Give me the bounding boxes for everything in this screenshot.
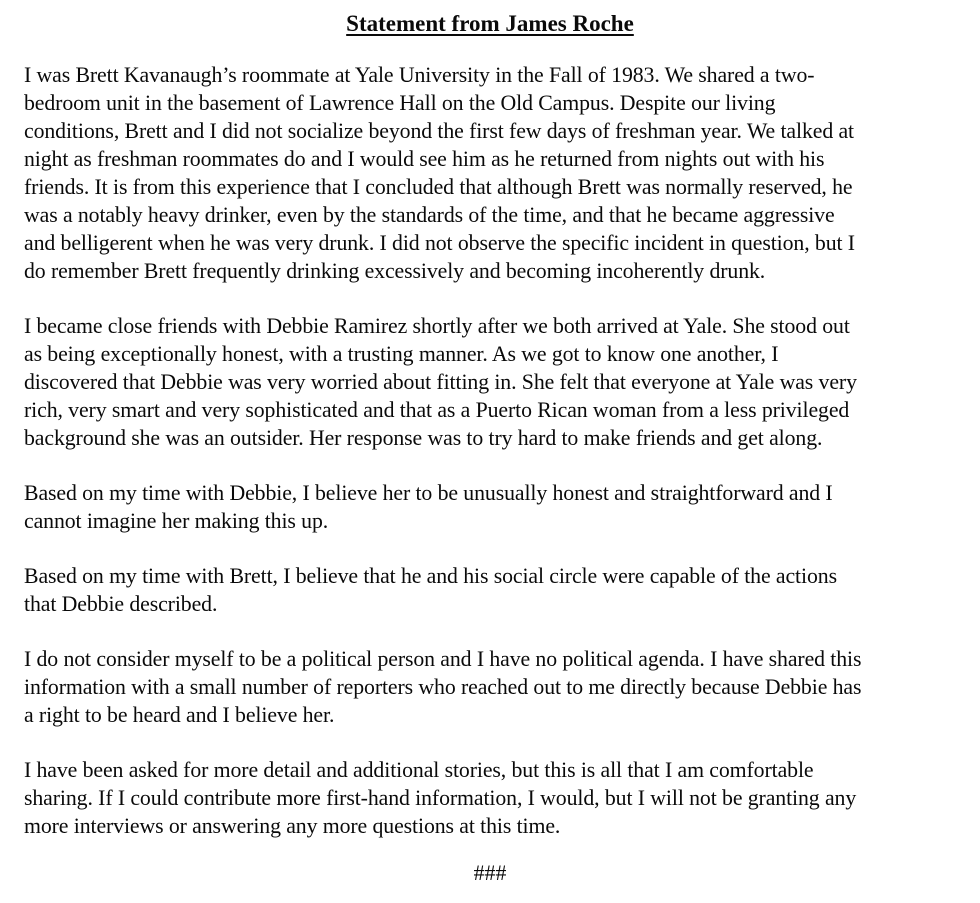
paragraph-no-political-agenda — [24, 645, 956, 729]
text-line: sharing. If I could contribute more first-hand information, I would, but I will not be granting any — [24, 786, 857, 810]
text-line: I do not consider myself to be a political person and I have no political agenda. I have shared this — [24, 647, 862, 671]
text-line: more interviews or answering any more questions at this time. — [24, 814, 561, 838]
text-line: night as freshman roommates do and I would see him as he returned from nights out with his — [24, 147, 825, 171]
text-line: I have been asked for more detail and additional stories, but this is all that I am comfortable — [24, 758, 814, 782]
text-line: and belligerent when he was very drunk. I did not observe the specific incident in question, but I — [24, 231, 855, 255]
text-line: background she was an outsider. Her response was to try hard to make friends and get along. — [24, 426, 823, 450]
text-line: a right to be heard and I believe her. — [24, 703, 335, 727]
paragraph-belief-debbie — [24, 479, 956, 535]
paragraph-belief-brett — [24, 562, 956, 618]
text-line: I became close friends with Debbie Ramirez shortly after we both arrived at Yale. She stood out — [24, 314, 850, 338]
text-line: information with a small number of reporters who reached out to me directly because Debbie has — [24, 675, 862, 699]
text-line: was a notably heavy drinker, even by the standards of the time, and that he became aggressive — [24, 203, 835, 227]
document-title: Statement from James Roche — [346, 11, 634, 36]
paragraph-roommate-account — [24, 61, 956, 285]
end-mark: ### — [473, 861, 507, 885]
text-line: as being exceptionally honest, with a trusting manner. As we got to know one another, I — [24, 342, 779, 366]
text-line: conditions, Brett and I did not socialize beyond the first few days of freshman year. We talked at — [24, 119, 855, 143]
paragraph-no-more-interviews — [24, 756, 956, 840]
text-line: friends. It is from this experience that I concluded that although Brett was normally reserved, he — [24, 175, 853, 199]
text-line: cannot imagine her making this up. — [24, 509, 329, 533]
text-line: Based on my time with Brett, I believe that he and his social circle were capable of the actions — [24, 564, 837, 588]
paragraph-debbie-friendship — [24, 312, 956, 452]
text-line: rich, very smart and very sophisticated and that as a Puerto Rican woman from a less privileged — [24, 398, 850, 422]
text-line: I was Brett Kavanaugh’s roommate at Yale University in the Fall of 1983. We shared a two- — [24, 63, 815, 87]
text-line: discovered that Debbie was very worried about fitting in. She felt that everyone at Yale was very — [24, 370, 857, 394]
text-line: that Debbie described. — [24, 592, 218, 616]
text-line: bedroom unit in the basement of Lawrence Hall on the Old Campus. Despite our living — [24, 91, 776, 115]
text-line: Based on my time with Debbie, I believe her to be unusually honest and straightforward and I — [24, 481, 833, 505]
text-line: do remember Brett frequently drinking excessively and becoming incoherently drunk. — [24, 259, 766, 283]
